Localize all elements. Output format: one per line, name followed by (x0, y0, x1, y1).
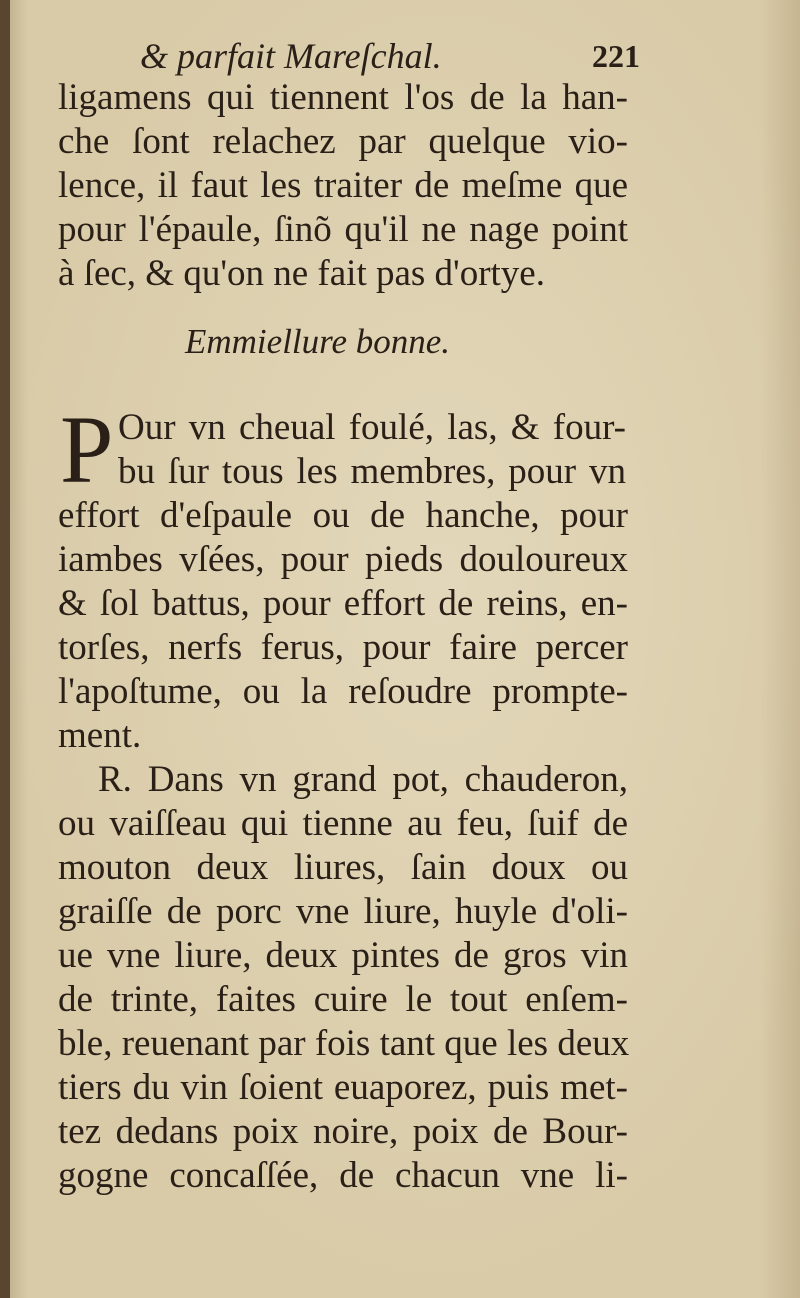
dropcap-lines (118, 406, 626, 494)
text-line: tez dedans poix noire, poix de Bour- (58, 1111, 628, 1152)
text-line: R. Dans vn grand pot, chauderon, (98, 759, 628, 800)
text-line: à ſec, & qu'on ne fait pas d'ortye. (58, 253, 545, 294)
text-line: bu ſur tous les membres, pour vn (118, 451, 626, 492)
text-line: tiers du vin ſoient euaporez, puis met- (58, 1067, 628, 1108)
text-line: ment. (58, 715, 142, 756)
paragraph-continued (58, 76, 628, 296)
text-line: de trinte, faites cuire le tout enſem- (58, 979, 628, 1020)
text-line: pour l'épaule, ſinõ qu'il ne nage point (58, 209, 628, 250)
text-line: ble, reuenant par fois tant que les deux (58, 1023, 630, 1064)
text-line: effort d'eſpaule ou de hanche, pour (58, 495, 628, 536)
text-line: lence, il faut les traiter de meſme que (58, 165, 628, 206)
text-line: ue vne liure, deux pintes de gros vin (58, 935, 628, 976)
text-line: che ſont relachez par quelque vio- (58, 121, 628, 162)
paragraph-remedy-uses (58, 494, 628, 758)
text-line: gogne concaſſée, de chacun vne li- (58, 1155, 628, 1196)
text-line: torſes, nerfs ferus, pour faire percer (58, 627, 628, 668)
section-heading: Emmiellure bonne. (185, 322, 451, 361)
paragraph-recipe (58, 758, 628, 1198)
text-line: & ſol battus, pour effort de reins, en- (58, 583, 628, 624)
text-line: ou vaiſſeau qui tienne au feu, ſuif de (58, 803, 628, 844)
text-line: mouton deux liures, ſain doux ou (58, 847, 628, 888)
text-line: graiſſe de porc vne liure, huyle d'oli- (58, 891, 628, 932)
text-line: ligamens qui tiennent l'os de la han- (58, 77, 628, 118)
page-number: 221 (592, 38, 640, 74)
page-gutter-shadow (0, 0, 10, 1298)
drop-cap: P (60, 396, 114, 503)
running-title: & parfait Mareſchal. (140, 36, 442, 76)
running-header (140, 30, 640, 82)
text-line: iambes vſées, pour pieds douloureux (58, 539, 628, 580)
text-line: Our vn cheual foulé, las, & four- (118, 407, 626, 448)
text-line: l'apoſtume, ou la reſoudre prompte- (58, 671, 628, 712)
